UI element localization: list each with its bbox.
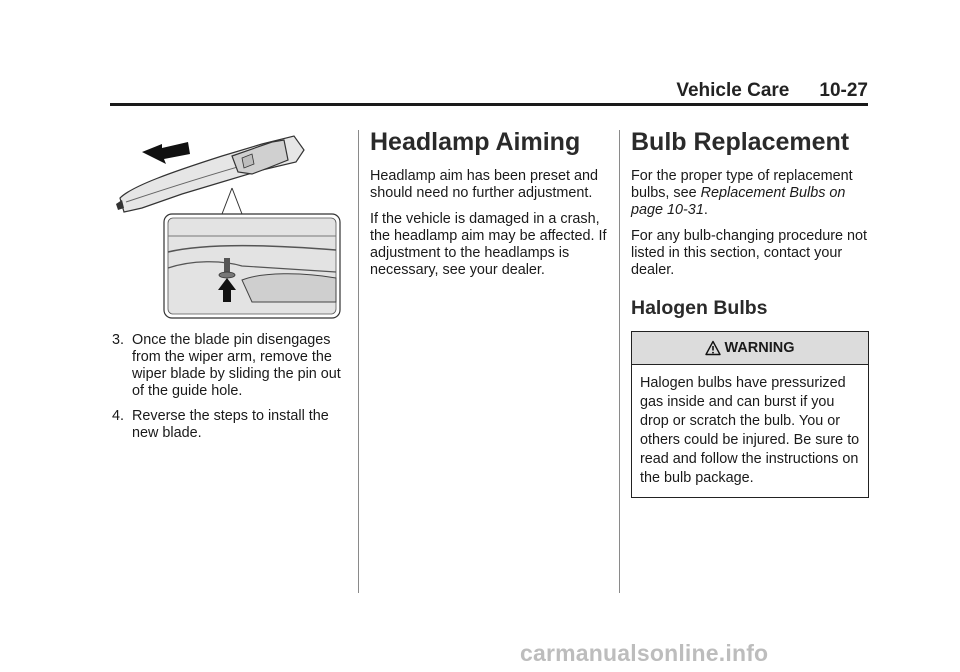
right-column [631,128,869,498]
headlamp-aiming-title: Headlamp Aiming [370,128,581,156]
halogen-bulbs-subtitle: Halogen Bulbs [631,297,768,319]
paragraph: If the vehicle is damaged in a crash, the headlamp aim may be affected. If adjustment to the headlamps is necessary, see your dealer. [370,211,607,278]
cross-reference-link[interactable]: Replacement Bulbs on page 10-31 [631,185,846,218]
step-text: Once the blade pin disengages from the wiper arm, remove the wiper blade by sliding the pin out of the guide hole. [132,332,341,399]
warning-triangle-icon [705,340,721,356]
paragraph: Headlamp aim has been preset and should need no further adjustment. [370,168,598,201]
step-item [112,408,350,442]
wiper-blade-figure [112,132,344,320]
step-item [112,332,350,400]
header-rule [110,103,868,106]
paragraph: For any bulb-changing procedure not listed in this section, contact your dealer. [631,228,867,278]
warning-header [632,332,868,365]
wiper-illustration-svg [112,132,344,320]
step-text: Reverse the steps to install the new blade. [132,408,329,441]
step-number: 4. [112,408,125,424]
middle-column [370,128,610,288]
left-column [112,332,350,450]
page-number: 10-27 [819,80,868,101]
slide-direction-arrow-icon [142,142,190,164]
step-number: 3. [112,332,125,348]
watermark: carmanualsonline.info [520,640,769,666]
warning-label: WARNING [724,339,795,356]
page-header [110,80,868,102]
paragraph: For the proper type of replacement bulbs, see Replacement Bulbs on page 10-31. [631,168,853,218]
column-divider-left [358,130,359,593]
section-title: Vehicle Care [676,80,790,101]
column-divider-right [619,130,620,593]
bulb-replacement-title: Bulb Replacement [631,128,850,156]
warning-box [631,331,869,498]
steps-list [112,332,350,442]
warning-text: Halogen bulbs have pressurized gas inside and can burst if you drop or scratch the bulb. You or others could be injured. Be sure to read and follow the instructions on the bulb package. [640,375,860,486]
